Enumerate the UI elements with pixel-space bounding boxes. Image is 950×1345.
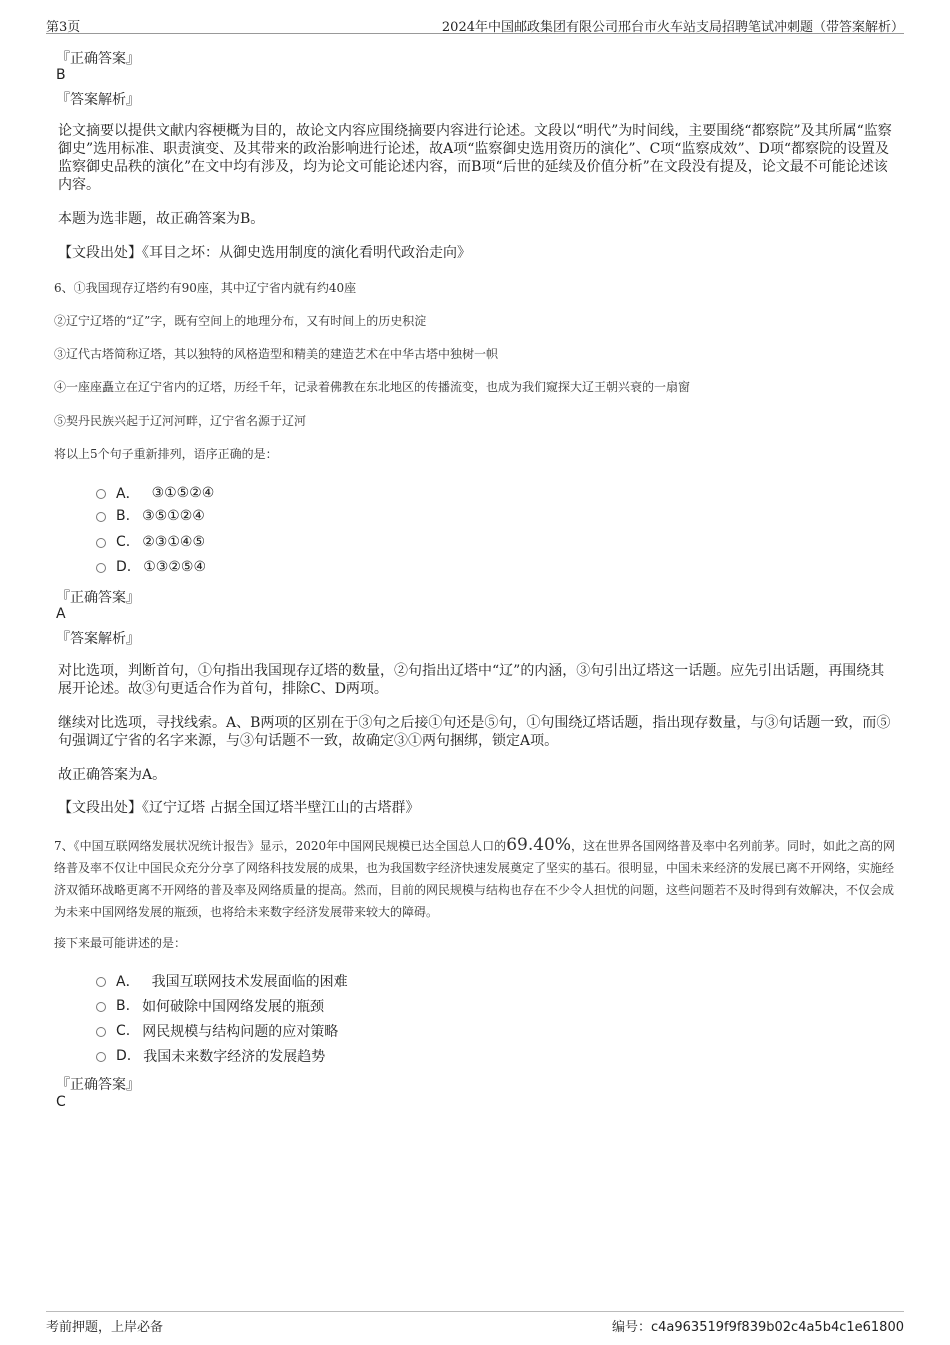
q5-analysis-paragraph-2: 本题为选非题，故正确答案为B。	[58, 211, 265, 227]
q6-sentence-4: ④一座座矗立在辽宁省内的辽塔，历经千年，记录着佛教在东北地区的传播流变，也成为我们窥探大辽王朝兴衰的一扇窗	[54, 380, 691, 394]
option-text: ②③①④⑤	[142, 534, 205, 550]
option-text: 我国互联网技术发展面临的困难	[151, 974, 348, 990]
q6-prompt: 将以上5个句子重新排列，语序正确的是：	[54, 447, 278, 461]
document-title: 2024年中国邮政集团有限公司邢台市火车站支局招聘笔试冲刺题（带答案解析）	[441, 20, 904, 35]
option-letter: A．	[116, 974, 140, 990]
option-letter: D.	[116, 1048, 132, 1064]
q6-sentence-3: ③辽代古塔简称辽塔，其以独特的风格造型和精美的建造艺术在中华古塔中独树一帜	[54, 347, 499, 361]
q6-analysis-label: 『答案解析』	[56, 631, 140, 647]
q7-passage	[54, 834, 899, 923]
q5-correct-answer-label: 『正确答案』	[56, 51, 140, 67]
option-text: 如何破除中国网络发展的瓶颈	[142, 999, 325, 1015]
option-letter: C.	[116, 534, 131, 550]
radio-icon[interactable]	[96, 977, 106, 987]
q7-passage-start: 7、《中国互联网络发展状况统计报告》显示，2020年中国网民规模已达全国总人口的	[54, 839, 507, 853]
q7-passage-rest: ，这在世界各国网络普及率中名列前茅。同时，如此之高的网络普及率不仅让中国民众充分分享了网络科技发展的成果，也为我国数字经济快速发展奠定了坚实的基石。很明显，中国未来经济的发展已离不开网络，实施经济双循环战略更离不开网络的普及率及网络质量的提高。然而，目前的网民规模与结构也存在不少令人担忧的问题，这些问题若不及时得到有效解决，不仅会成为未来中国网络发展的瓶颈，也将给未来数字经济发展带来较大的障碍。	[54, 839, 896, 919]
q7-correct-answer: C	[56, 1094, 66, 1110]
q7-percentage: 69.40%	[506, 835, 572, 855]
q7-option-b[interactable]	[96, 996, 324, 1016]
q6-option-a[interactable]	[96, 483, 214, 503]
q6-analysis-paragraph-1: 对比选项，判断首句，①句指出我国现存辽塔的数量，②句指出辽塔中“辽”的内涵，③句引出辽塔这一话题。应先引出话题，再围绕其展开论述。故③句更适合作为首句，排除C、D两项。	[58, 663, 885, 697]
radio-icon[interactable]	[96, 538, 106, 548]
radio-icon[interactable]	[96, 489, 106, 499]
option-letter: B.	[116, 508, 131, 524]
q6-sentence-2: ②辽宁辽塔的“辽”字，既有空间上的地理分布，又有时间上的历史积淀	[54, 314, 427, 328]
q5-correct-answer: B	[56, 67, 66, 83]
q6-sentence-1: 6、①我国现存辽塔约有90座，其中辽宁省内就有约40座	[54, 281, 357, 295]
q6-source: 【文段出处】《辽宁辽塔 占据全国辽塔半壁江山的古塔群》	[58, 800, 420, 816]
option-letter: C.	[116, 1023, 131, 1039]
q7-option-c[interactable]	[96, 1021, 338, 1041]
q7-option-d[interactable]	[96, 1046, 325, 1066]
radio-icon[interactable]	[96, 1002, 106, 1012]
q6-option-c[interactable]	[96, 534, 205, 550]
q5-analysis-paragraph-1: 论文摘要以提供文献内容梗概为目的，故论文内容应围绕摘要内容进行论述。文段以“明代”为时间线，主要围绕“都察院”及其所属“监察御史”选用标准、职责演变、及其带来的政治影响进行论述，故A项“监察御史选用资历的演化”、C项“监察成效”、D项“都察院的设置及监察御史品秩的演化”在文中均有涉及，均为论文可能论述内容，而B项“后世的延续及价值分析”在文段没有提及，论文最不可能论述该内容。	[58, 123, 892, 193]
page-number: 第3页	[46, 20, 81, 35]
footer-code-label: 编号：	[611, 1320, 651, 1335]
header-divider	[46, 33, 904, 34]
option-text: ③①⑤②④	[151, 485, 215, 501]
q5-analysis-label: 『答案解析』	[56, 92, 140, 108]
option-text: 网民规模与结构问题的应对策略	[142, 1024, 339, 1040]
option-text: 我国未来数字经济的发展趋势	[143, 1049, 326, 1065]
q6-option-d[interactable]	[96, 559, 206, 575]
option-letter: B.	[116, 998, 131, 1014]
q6-correct-answer-label: 『正确答案』	[56, 590, 140, 606]
q7-prompt: 接下来最可能讲述的是：	[54, 936, 187, 950]
option-text: ③⑤①②④	[142, 508, 205, 524]
option-letter: D.	[116, 559, 132, 575]
radio-icon[interactable]	[96, 1027, 106, 1037]
q6-analysis-paragraph-3: 故正确答案为A。	[58, 767, 167, 783]
footer-slogan: 考前押题，上岸必备	[46, 1320, 164, 1335]
footer-code-value: c4a963519f9f839b02c4a5b4c1e61800	[651, 1320, 904, 1335]
radio-icon[interactable]	[96, 563, 106, 573]
q7-correct-answer-label: 『正确答案』	[56, 1077, 140, 1093]
footer-code	[612, 1316, 904, 1335]
q6-correct-answer: A	[56, 606, 66, 622]
radio-icon[interactable]	[96, 512, 106, 522]
q6-analysis-paragraph-2: 继续对比选项，寻找线索。A、B两项的区别在于③句之后接①句还是⑤句，①句围绕辽塔话题，指出现存数量，与③句话题一致，而⑤句强调辽宁省的名字来源，与③句话题不一致，故确定③①两句捆绑，锁定A项。	[58, 715, 891, 749]
q5-source: 【文段出处】《耳目之坏：从御史选用制度的演化看明代政治走向》	[58, 245, 471, 261]
option-letter: A．	[116, 486, 140, 502]
option-text: ①③②⑤④	[143, 559, 206, 575]
q7-option-a[interactable]	[96, 971, 348, 991]
q6-sentence-5: ⑤契丹民族兴起于辽河河畔，辽宁省名源于辽河	[54, 414, 307, 428]
radio-icon[interactable]	[96, 1052, 106, 1062]
footer-divider	[46, 1311, 904, 1312]
q6-option-b[interactable]	[96, 508, 205, 524]
